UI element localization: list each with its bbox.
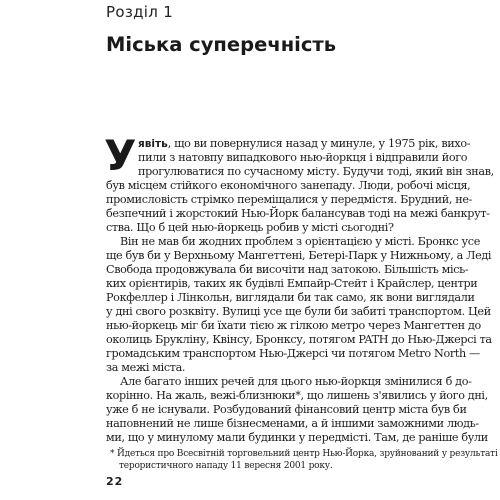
- chapter-title: Міська суперечність: [106, 33, 337, 56]
- paragraph-line: наповнений не лише бізнесменами, а й іншими заможними людь-: [106, 417, 479, 430]
- footnote-line: * Йдеться про Всесвітній торговельний центр Нью-Йорка, зруйнований у результаті: [110, 449, 498, 459]
- paragraph-line: за межі міста.: [106, 361, 186, 374]
- paragraph-line: Рокфеллер і Лінкольн, виглядали би так само, як вони виглядали: [106, 291, 475, 304]
- paragraph-line: Він не мав би жодних проблем з орієнтацією у місті. Бронкс усе: [120, 235, 480, 248]
- paragraph-line: ства. Що б цей нью-йоркець робив у місті сьогодні?: [106, 221, 394, 234]
- lead-word: явіть: [138, 138, 168, 150]
- paragraph-line: був місцем стійкого економічного занепаду. Люди, робочі місця,: [106, 179, 471, 192]
- paragraph-line: Але багато інших речей для цього нью-йоркця змінилися б до-: [120, 375, 472, 388]
- paragraph-line: прогулюватися по сучасному місту. Будучи тоді, який він знав,: [138, 165, 494, 178]
- drop-cap: У: [104, 131, 137, 180]
- footnote-line: терористичного нападу 11 вересня 2001 року.: [119, 461, 333, 471]
- paragraph-line: ких орієнтирів, таких як будівлі Емпайр-Стейт і Крайслер, центри: [106, 277, 478, 290]
- chapter-label: Розділ 1: [106, 3, 174, 21]
- paragraph-line: уже б не існували. Розбудований фінансовий центр міста був би: [106, 403, 467, 416]
- paragraph-line: ще був би у Верхньому Мангеттені, Бетері-Парк у Нижньому, а Леді: [106, 249, 492, 262]
- paragraph-line: промисловість стрімко переміщалися у передмістя. Брудний, не-: [106, 193, 473, 206]
- paragraph-line: Свобода продовжувала би височіти над затокою. Більшість місь-: [106, 263, 469, 276]
- paragraph-line: у дні свого розквіту. Вулиці усе ще були би забиті транспортом. Цей: [106, 305, 491, 318]
- page-number: 22: [106, 475, 124, 488]
- paragraph-line: громадським транспортом Нью-Джерсі чи потягом Metro North —: [106, 347, 480, 360]
- paragraph-line: пили з натовпу випадкового нью-йоркця і відправили його: [138, 151, 468, 164]
- paragraph-line: околиць Брукліну, Квінсу, Бронксу, потягом PATH до Нью-Джерсі та: [106, 333, 492, 346]
- paragraph-line: явіть, що ви повернулися назад у минуле, у 1975 рік, вихо-: [138, 137, 471, 150]
- paragraph-line: безпечний і жорстокий Нью-Йорк балансував тоді на межі банкрут-: [106, 207, 490, 220]
- paragraph-line: нью-йоркець міг би їхати тією ж гілкою метро через Мангеттен до: [106, 319, 481, 332]
- paragraph-line: ми, що у минулому мали будинки у передмісті. Там, де раніше були: [106, 431, 488, 444]
- paragraph-line: корінно. На жаль, вежі-близнюки*, що лишень з'явились у його дні,: [106, 389, 488, 402]
